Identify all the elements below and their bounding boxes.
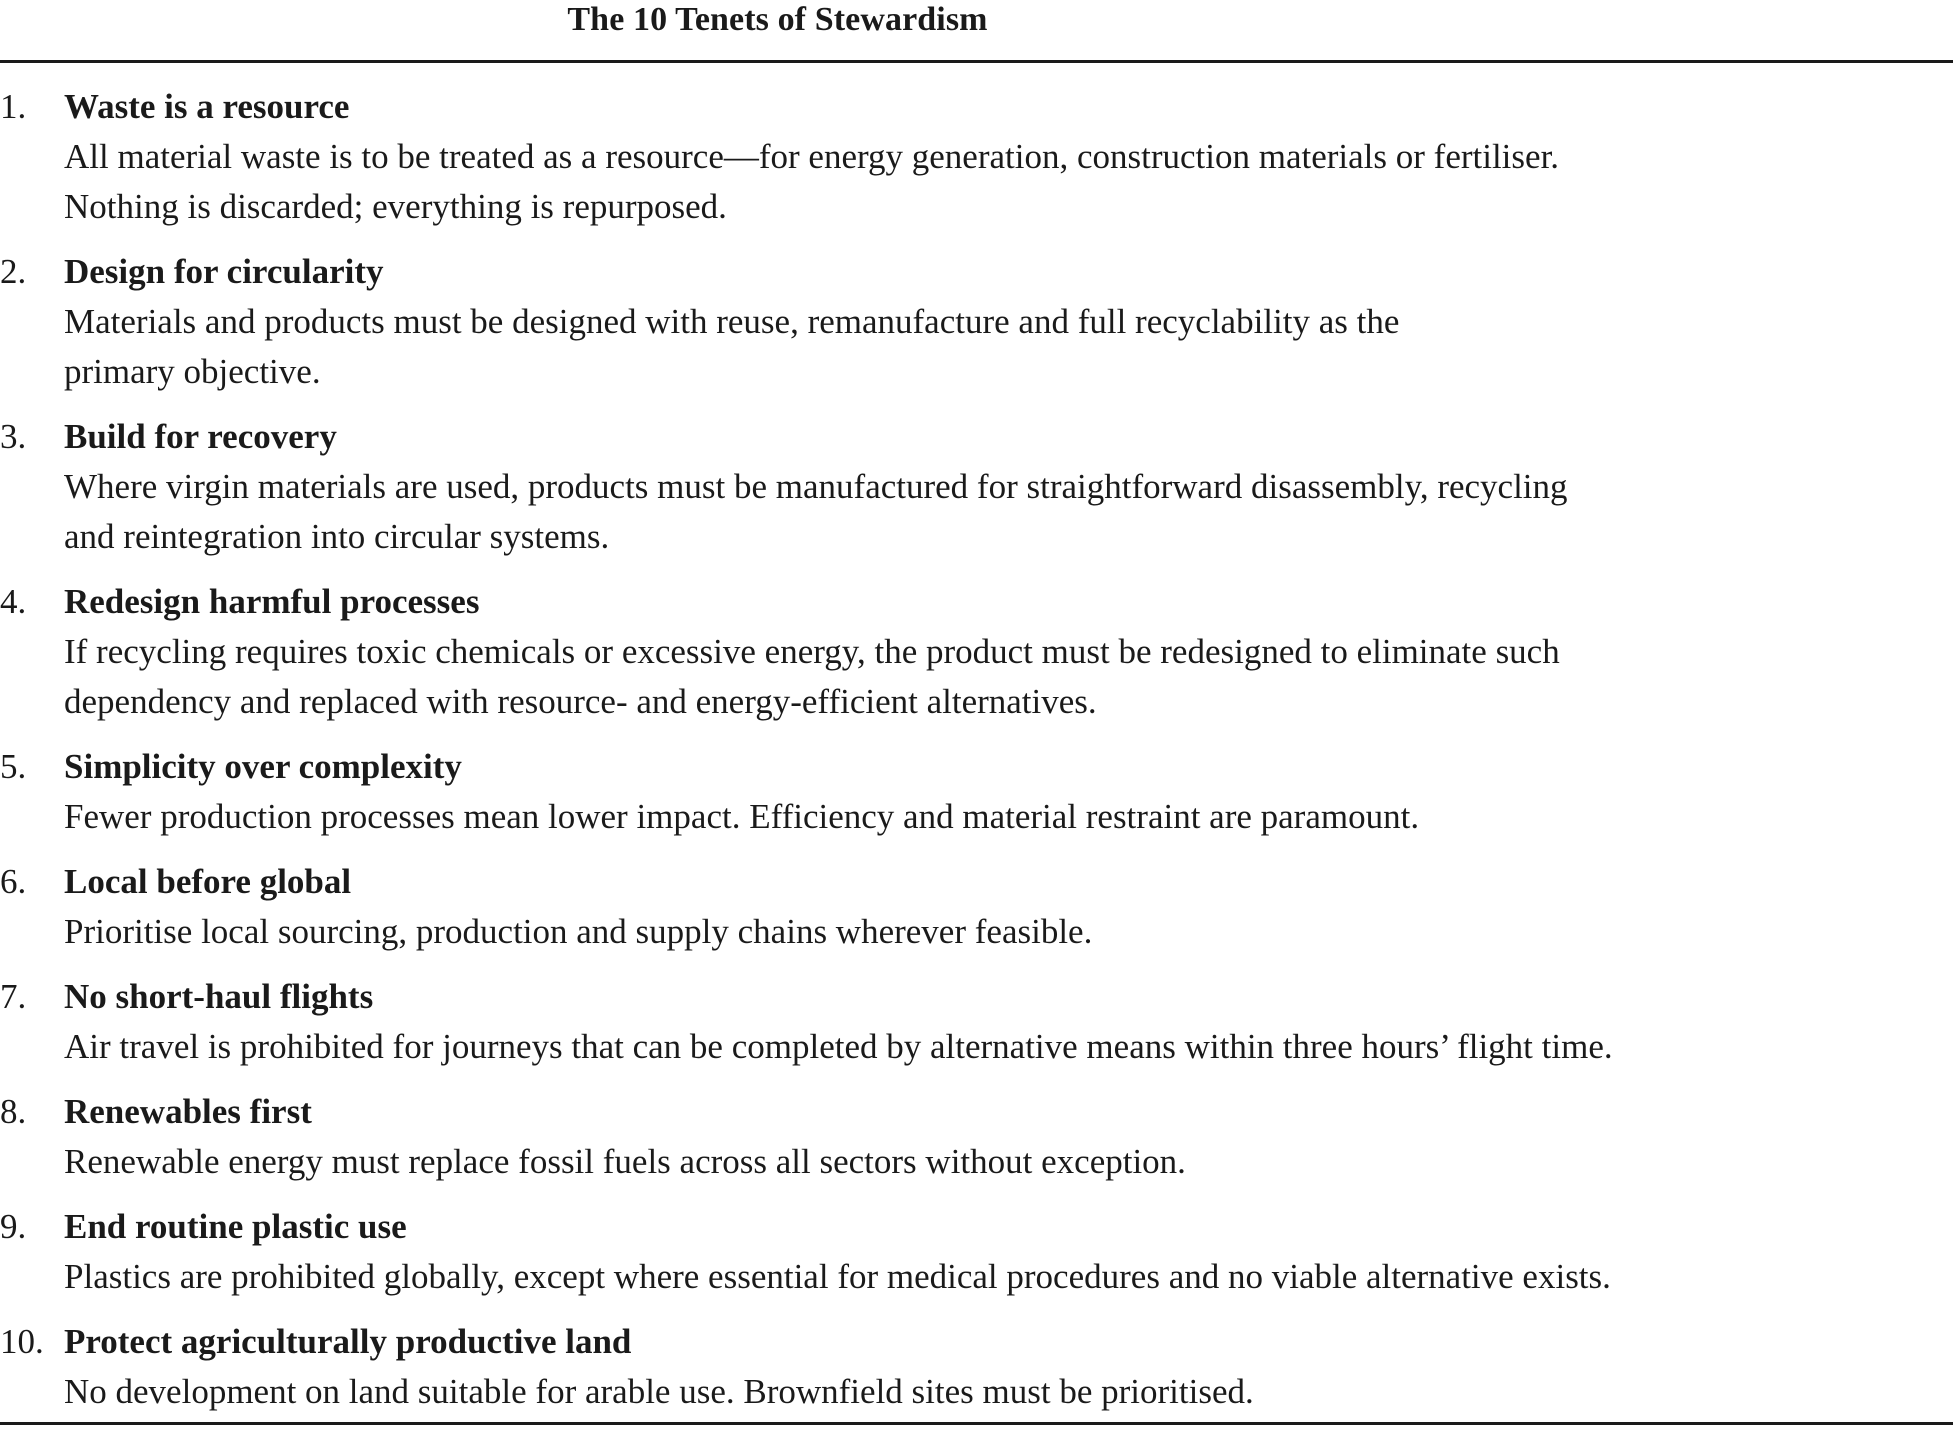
tenet-description-line: primary objective. xyxy=(64,352,321,391)
tenet-title: Protect agriculturally productive land xyxy=(64,1322,632,1361)
tenet-description-line: Materials and products must be designed with reuse, remanufacture and full recyclability as the xyxy=(64,302,1400,341)
tenet-item xyxy=(0,577,1953,727)
tenet-title: Design for circularity xyxy=(64,252,384,291)
tenet-description-line: Fewer production processes mean lower impact. Efficiency and material restraint are paramount. xyxy=(64,797,1420,836)
tenet-description-line: Renewable energy must replace fossil fuels across all sectors without exception. xyxy=(64,1142,1186,1181)
tenet-title: End routine plastic use xyxy=(64,1207,407,1246)
tenet-description-line: If recycling requires toxic chemicals or excessive energy, the product must be redesigned to eliminate such xyxy=(64,632,1560,671)
tenet-description-line: Plastics are prohibited globally, except where essential for medical procedures and no viable alternative exists. xyxy=(64,1257,1611,1296)
tenet-title: Simplicity over complexity xyxy=(64,747,462,786)
tenet-title: Renewables first xyxy=(64,1092,312,1131)
tenet-number: 8. xyxy=(0,1092,27,1131)
tenet-item xyxy=(0,1202,1953,1302)
document-title: The 10 Tenets of Stewardism xyxy=(567,1,988,38)
tenet-description-line: All material waste is to be treated as a resource—for energy generation, construction materials or fertiliser. xyxy=(64,137,1560,176)
tenet-item xyxy=(0,412,1953,562)
tenet-number: 7. xyxy=(0,977,27,1016)
tenet-description-line: Air travel is prohibited for journeys that can be completed by alternative means within three hours’ flight time. xyxy=(64,1027,1613,1066)
tenet-description-line: Prioritise local sourcing, production and supply chains wherever feasible. xyxy=(64,912,1093,951)
tenet-item xyxy=(0,857,1953,957)
tenet-number: 1. xyxy=(0,87,27,126)
tenet-title: Build for recovery xyxy=(64,417,337,456)
tenet-description-line: No development on land suitable for arable use. Brownfield sites must be prioritised. xyxy=(64,1372,1254,1411)
tenet-item xyxy=(0,82,1953,232)
tenet-title: Waste is a resource xyxy=(64,87,350,126)
bottom-rule xyxy=(0,1422,1953,1425)
tenet-number: 4. xyxy=(0,582,27,621)
tenet-description-line: Where virgin materials are used, products must be manufactured for straightforward disassembly, recycling xyxy=(64,467,1568,506)
tenet-item xyxy=(0,1317,1953,1417)
tenet-item xyxy=(0,972,1953,1072)
tenet-number: 6. xyxy=(0,862,27,901)
tenet-description-line: Nothing is discarded; everything is repurposed. xyxy=(64,187,727,226)
tenet-number: 9. xyxy=(0,1207,27,1246)
tenet-item xyxy=(0,742,1953,842)
tenet-item xyxy=(0,1087,1953,1187)
tenet-title: Local before global xyxy=(64,862,352,901)
tenet-number: 3. xyxy=(0,417,27,456)
tenet-number: 5. xyxy=(0,747,27,786)
tenet-title: Redesign harmful processes xyxy=(64,582,480,621)
tenet-item xyxy=(0,247,1953,397)
tenet-title: No short-haul flights xyxy=(64,977,374,1016)
tenets-list xyxy=(0,82,1953,1432)
tenet-description-line: and reintegration into circular systems. xyxy=(64,517,610,556)
tenet-number: 10. xyxy=(0,1322,44,1361)
tenet-description-line: dependency and replaced with resource- and energy-efficient alternatives. xyxy=(64,682,1097,721)
top-rule xyxy=(0,60,1953,63)
tenet-number: 2. xyxy=(0,252,27,291)
